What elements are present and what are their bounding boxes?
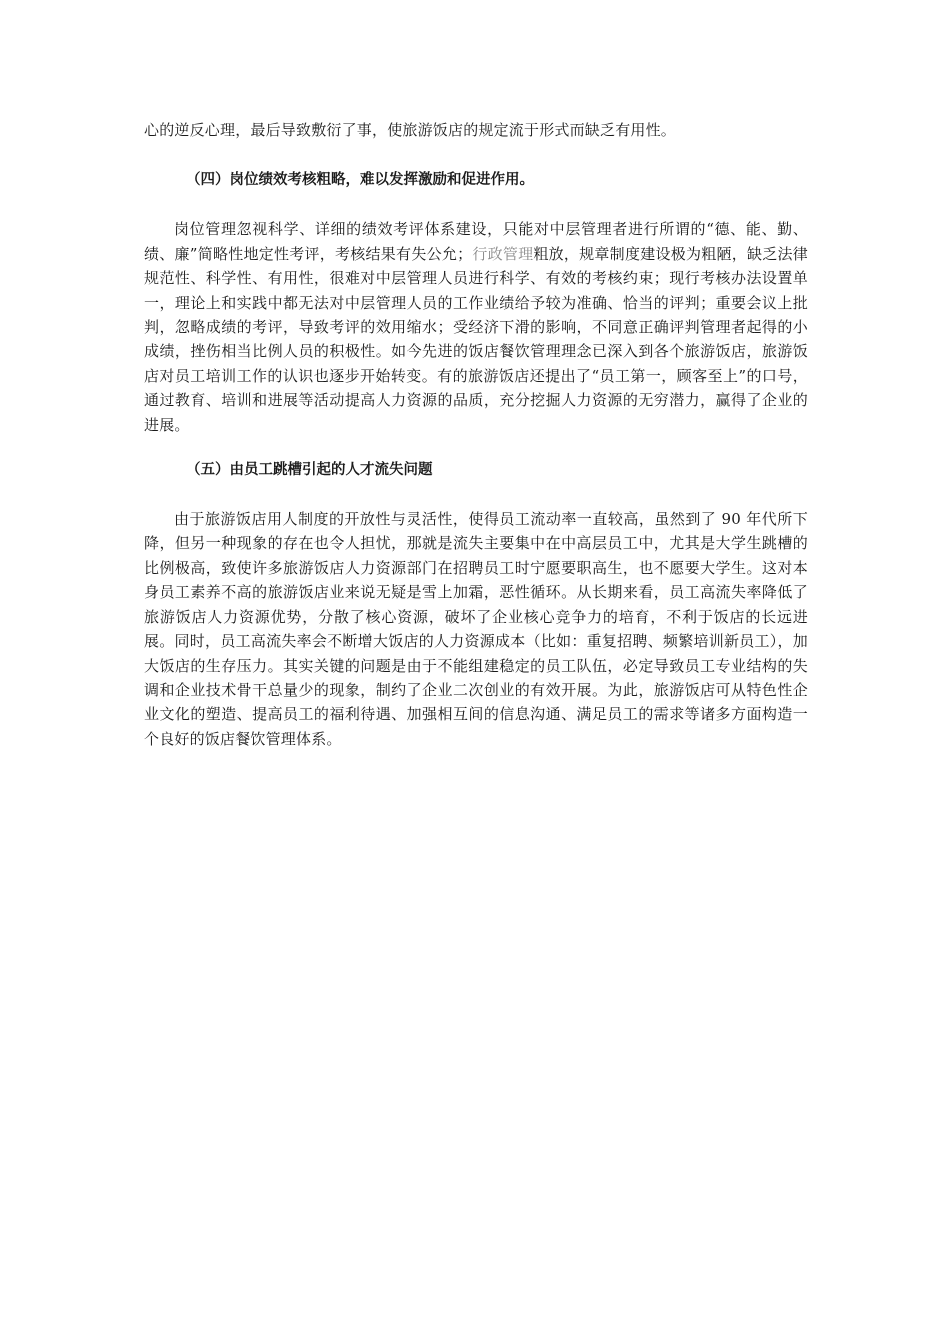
document-page — [144, 118, 808, 751]
section-5-heading: （五）由员工跳槽引起的人才流失问题 — [186, 462, 433, 479]
spacer — [144, 142, 808, 168]
spacer — [144, 192, 808, 217]
section-4-body-part2: 粗放，规章制度建设极为粗陋，缺乏法律规范性、科学性、有用性，很难对中层管理人员进行科学、有效的考核约束；现行考核办法设置单一，理论上和实践中都无法对中层管理人员的工作业绩给予较为准确、恰当的评判；重要会议上批判，忽略成绩的考评，导致考评的效用缩水；受经济下滑的影响，不同意正确评判管理者起得的小成绩，挫伤相当比例人员的积极性。如今先进的饭店餐饮管理理念已深入到各个旅游饭店，旅游饭店对员工培训工作的认识也逐步开始转变。有的旅游饭店还提出了“员工第一，顾客至上”的口号，通过教育、培训和进展等活动提高人力资源的品质，充分挖掘人力资源的无穷潜力，赢得了企业的进展。 — [144, 244, 808, 434]
section-4-body — [144, 217, 808, 437]
section-4-body-part1: 岗位管理忽视科学、详细的绩效考评体系建设，只能对中层管理者进行所谓的“德、能、勤、绩、廉”简略性地定性考评，考核结果有失公允； — [144, 220, 808, 263]
spacer — [144, 437, 808, 458]
section-5-body: 由于旅游饭店用人制度的开放性与灵活性，使得员工流动率一直较高，虽然到了 90 年代所下降，但另一种现象的存在也令人担忧，那就是流失主要集中在中高层员工中，尤其是大学生跳槽的比例极高，致使许多旅游饭店人力资源部门在招聘员工时宁愿要职高生，也不愿要大学生。这对本身员工素养不高的旅游饭店业来说无疑是雪上加霜，恶性循环。从长期来看，员工高流失率降低了旅游饭店人力资源优势，分散了核心资源，破坏了企业核心竞争力的培育，不利于饭店的长远进展。同时，员工高流失率会不断增大饭店的人力资源成本（比如：重复招聘、频繁培训新员工），加大饭店的生存压力。其实关键的问题是由于不能组建稳定的员工队伍，必定导致员工专业结构的失调和企业技术骨干总量少的现象，制约了企业二次创业的有效开展。为此，旅游饭店可从特色性企业文化的塑造、提高员工的福利待遇、加强相互间的信息沟通、满足员工的需求等诸多方面构造一个良好的饭店餐饮管理体系。 — [144, 510, 808, 748]
section-4-heading: （四）岗位绩效考核粗略，难以发挥激励和促进作用。 — [186, 172, 534, 189]
spacer — [144, 482, 808, 507]
intro-paragraph: 心的逆反心理，最后导致敷衍了事，使旅游饭店的规定流于形式而缺乏有用性。 — [144, 121, 677, 139]
administrative-management-link[interactable]: 行政管理 — [472, 244, 534, 263]
